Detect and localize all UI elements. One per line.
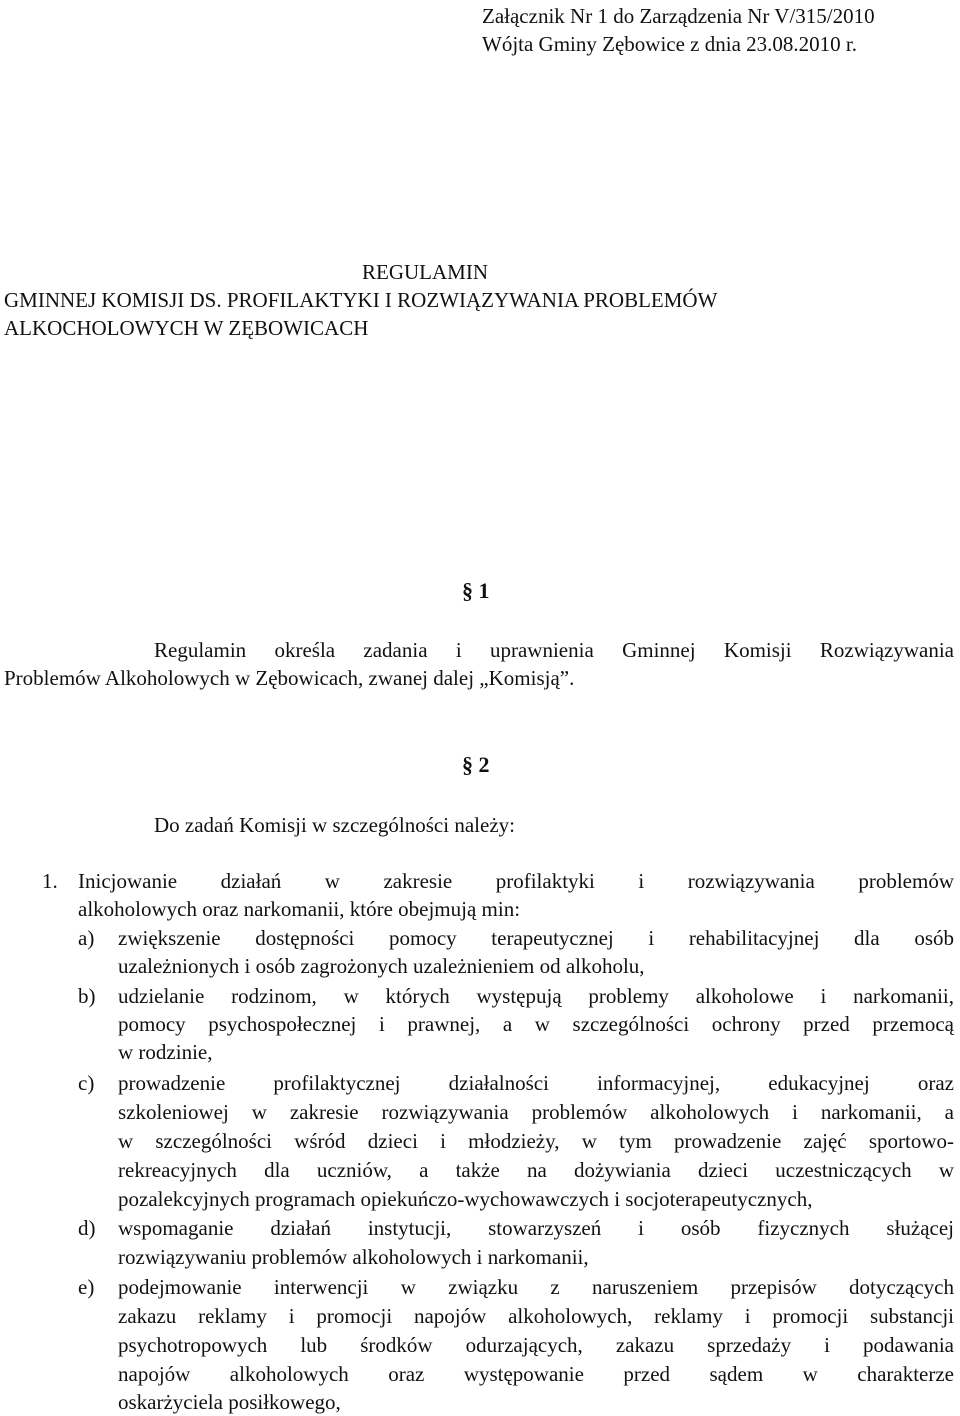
subitem-e-line3: psychotropowych lub środków odurzających, zakazu sprzedaży i podawania bbox=[118, 1333, 954, 1357]
subitem-b-line1: udzielanie rodzinom, w których występują problemy alkoholowe i narkomanii, bbox=[118, 984, 954, 1008]
subitem-e-letter: e) bbox=[78, 1275, 95, 1299]
item-1-number: 1. bbox=[42, 869, 58, 893]
section-1-line2: Problemów Alkoholowych w Zębowicach, zwanej dalej „Komisją”. bbox=[4, 666, 575, 690]
subitem-e-line2: zakazu reklamy i promocji napojów alkoholowych, reklamy i promocji substancji bbox=[118, 1304, 954, 1328]
regulation-title-line3: ALKOCHOLOWYCH W ZĘBOWICACH bbox=[4, 316, 369, 340]
item-1-line1: Inicjowanie działań w zakresie profilaktyki i rozwiązywania problemów bbox=[78, 869, 954, 893]
subitem-c-letter: c) bbox=[78, 1071, 95, 1095]
subitem-e-line4: napojów alkoholowych oraz występowanie przed sądem w charakterze bbox=[118, 1362, 954, 1386]
subitem-c-line2: szkoleniowej w zakresie rozwiązywania problemów alkoholowych i narkomanii, a bbox=[118, 1100, 954, 1124]
subitem-a-line2: uzależnionych i osób zagrożonych uzależnieniem od alkoholu, bbox=[118, 954, 645, 978]
subitem-c-line5: pozalekcyjnych programach opiekuńczo-wychowawczych i socjoterapeutycznych, bbox=[118, 1187, 813, 1211]
section-1-line1: Regulamin określa zadania i uprawnienia Gminnej Komisji Rozwiązywania bbox=[154, 638, 954, 662]
section-2-intro: Do zadań Komisji w szczególności należy: bbox=[154, 813, 515, 837]
regulation-title-line2: GMINNEJ KOMISJI DS. PROFILAKTYKI I ROZWIĄZYWANIA PROBLEMÓW bbox=[4, 288, 718, 312]
subitem-a-letter: a) bbox=[78, 926, 95, 950]
subitem-a-line1: zwiększenie dostępności pomocy terapeutycznej i rehabilitacyjnej dla osób bbox=[118, 926, 954, 950]
subitem-c-line1: prowadzenie profilaktycznej działalności informacyjnej, edukacyjnej oraz bbox=[118, 1071, 954, 1095]
section-2-heading: § 2 bbox=[462, 752, 490, 777]
subitem-e-line5: oskarżyciela posiłkowego, bbox=[118, 1390, 341, 1414]
subitem-d-line2: rozwiązywaniu problemów alkoholowych i narkomanii, bbox=[118, 1245, 589, 1269]
subitem-b-line3: w rodzinie, bbox=[118, 1040, 213, 1064]
subitem-d-line1: wspomaganie działań instytucji, stowarzyszeń i osób fizycznych służącej bbox=[118, 1216, 954, 1240]
section-1-heading: § 1 bbox=[462, 578, 490, 603]
subitem-b-letter: b) bbox=[78, 984, 96, 1008]
subitem-c-line3: w szczególności wśród dzieci i młodzieży, w tym prowadzenie zajęć sportowo- bbox=[118, 1129, 954, 1153]
subitem-b-line2: pomocy psychospołecznej i prawnej, a w szczególności ochrony przed przemocą bbox=[118, 1012, 954, 1036]
subitem-c-line4: rekreacyjnych dla uczniów, a także na dożywiania dzieci uczestniczących w bbox=[118, 1158, 954, 1182]
subitem-d-letter: d) bbox=[78, 1216, 96, 1240]
subitem-e-line1: podejmowanie interwencji w związku z naruszeniem przepisów dotyczących bbox=[118, 1275, 954, 1299]
attachment-header-line2: Wójta Gminy Zębowice z dnia 23.08.2010 r. bbox=[482, 32, 857, 56]
attachment-header-line1: Załącznik Nr 1 do Zarządzenia Nr V/315/2010 bbox=[482, 4, 875, 28]
regulation-title: REGULAMIN bbox=[362, 260, 488, 284]
item-1-line2: alkoholowych oraz narkomanii, które obejmują min: bbox=[78, 897, 521, 921]
